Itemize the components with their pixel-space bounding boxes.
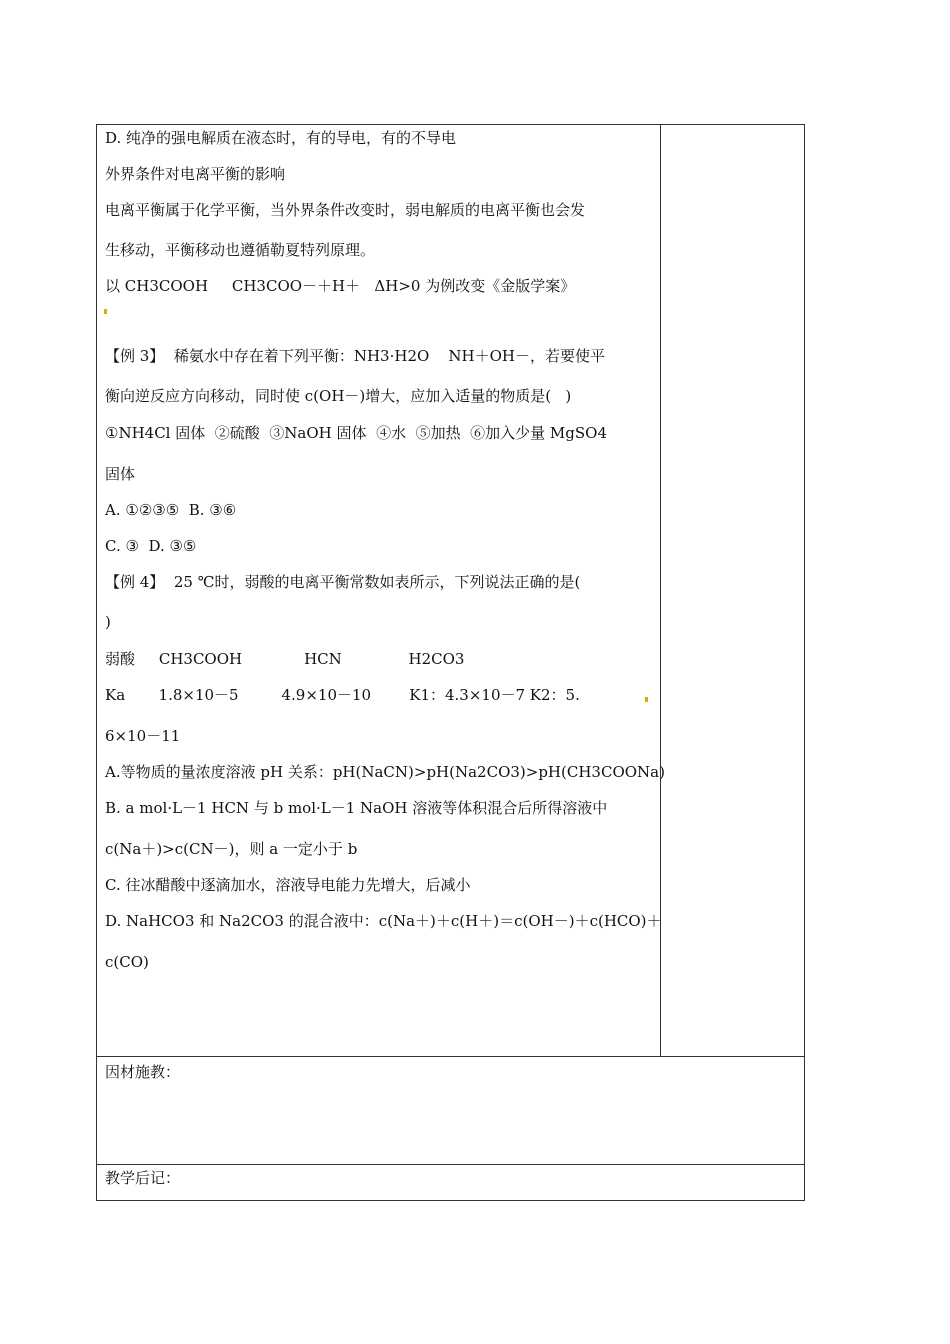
text-line: 6×10－11 <box>105 727 181 745</box>
text-line: c(Na＋)>c(CN－)，则 a 一定小于 b <box>105 840 358 858</box>
acid-table-values: Ka 1.8×10－5 4.9×10－10 K1：4.3×10－7 K2：5. <box>105 686 580 704</box>
acid-table-header: 弱酸 CH3COOH HCN H2CO3 <box>105 650 465 668</box>
answer-choice: C. ③ D. ③⑤ <box>105 537 197 555</box>
text-line: 电离平衡属于化学平衡，当外界条件改变时，弱电解质的电离平衡也会发 <box>105 201 586 219</box>
text-line: ) <box>105 613 111 631</box>
answer-choice: B. a mol·L－1 HCN 与 b mol·L－1 NaOH 溶液等体积混合后所得溶液中 <box>105 799 608 817</box>
options-line: ①NH4Cl 固体 ②硫酸 ③NaOH 固体 ④水 ⑤加热 ⑥加入少量 MgSO4 <box>105 424 607 442</box>
text-line: 固体 <box>105 465 136 483</box>
text-line: 生移动，平衡移动也遵循勒夏特列原理。 <box>105 241 376 259</box>
adapt-teaching-label: 因材施教： <box>105 1063 181 1081</box>
text-line: 衡向逆反应方向移动，同时使 c(OH－)增大，应加入适量的物质是( ) <box>105 387 572 405</box>
row-divider-1 <box>96 1056 805 1057</box>
answer-choice: A.等物质的量浓度溶液 pH 关系：pH(NaCN)>pH(Na2CO3)>pH(CH3COONa) <box>105 763 665 781</box>
marker-glyph <box>104 309 107 314</box>
example-3-heading: 【例 3】 稀氨水中存在着下列平衡：NH3·H2O NH＋OH－，若要使平 <box>105 347 605 365</box>
text-line: 以 CH3COOH CH3COO－＋H＋ ΔH>0 为例改变《金版学案》 <box>105 277 576 295</box>
answer-choice: D. NaHCO3 和 Na2CO3 的混合液中：c(Na＋)＋c(H＋)＝c(OH－)＋c(HCO)＋ <box>105 912 662 930</box>
text-line: D. 纯净的强电解质在液态时，有的导电，有的不导电 <box>105 129 457 147</box>
section-heading: 外界条件对电离平衡的影响 <box>105 165 286 183</box>
answer-choice: A. ①②③⑤ B. ③⑥ <box>105 501 237 519</box>
answer-choice: C. 往冰醋酸中逐滴加水，溶液导电能力先增大，后减小 <box>105 876 471 894</box>
example-4-heading: 【例 4】 25 ℃时，弱酸的电离平衡常数如表所示，下列说法正确的是( <box>105 573 581 591</box>
row-divider-2 <box>96 1164 805 1165</box>
text-line: c(CO) <box>105 953 149 971</box>
teaching-notes-label: 教学后记： <box>105 1169 181 1187</box>
marker-glyph <box>645 697 648 702</box>
